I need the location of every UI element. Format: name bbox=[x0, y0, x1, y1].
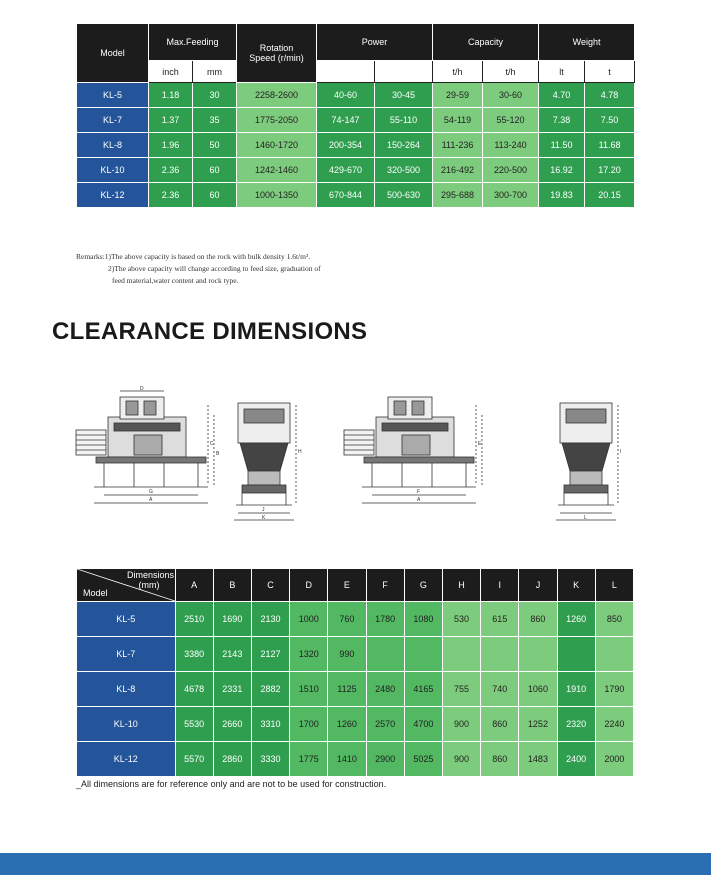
spec-model-cell: KL-10 bbox=[77, 158, 149, 183]
dim-cell-k: 1910 bbox=[557, 672, 595, 707]
subheader-power-2 bbox=[375, 61, 433, 83]
dim-cell-c: 2882 bbox=[251, 672, 289, 707]
dim-header-f: F bbox=[366, 569, 404, 602]
spec-cell-w2: 20.15 bbox=[585, 183, 635, 208]
dim-header-a: A bbox=[175, 569, 213, 602]
remarks-line-2: 2)The above capacity will change according to feed size, graduation of bbox=[108, 264, 321, 273]
header-model: Model bbox=[77, 24, 149, 83]
dim-cell-l: 850 bbox=[595, 602, 633, 637]
spec-row bbox=[77, 133, 635, 158]
dim-cell-l bbox=[595, 637, 633, 672]
dim-cell-k: 1260 bbox=[557, 602, 595, 637]
spec-cell-c2: 113-240 bbox=[483, 133, 539, 158]
spec-cell-speed: 2258-2600 bbox=[237, 83, 317, 108]
dim-cell-f: 2570 bbox=[366, 707, 404, 742]
spec-cell-p1: 74-147 bbox=[317, 108, 375, 133]
dim-cell-e: 1410 bbox=[328, 742, 366, 777]
dim-corner-model-label: Model bbox=[83, 588, 108, 598]
dim-model-cell: KL-12 bbox=[77, 742, 176, 777]
dim-cell-h: 755 bbox=[442, 672, 480, 707]
dim-cell-h: 900 bbox=[442, 742, 480, 777]
spec-cell-mm: 35 bbox=[193, 108, 237, 133]
spec-cell-c1: 216-492 bbox=[433, 158, 483, 183]
dim-cell-d: 1510 bbox=[290, 672, 328, 707]
dim-label-l: L bbox=[584, 515, 587, 521]
spec-table bbox=[76, 23, 635, 208]
dim-row bbox=[77, 637, 634, 672]
spec-cell-mm: 50 bbox=[193, 133, 237, 158]
dim-cell-j: 1060 bbox=[519, 672, 557, 707]
dim-cell-e: 1260 bbox=[328, 707, 366, 742]
dim-cell-a: 4678 bbox=[175, 672, 213, 707]
dim-cell-j bbox=[519, 637, 557, 672]
spec-cell-p1: 200-354 bbox=[317, 133, 375, 158]
spec-cell-w1: 19.83 bbox=[539, 183, 585, 208]
dim-cell-b: 2860 bbox=[213, 742, 251, 777]
remarks-line-3: feed material,water content and rock type. bbox=[112, 276, 239, 285]
dim-model-cell: KL-7 bbox=[77, 637, 176, 672]
spec-cell-inch: 1.37 bbox=[149, 108, 193, 133]
dim-header-k: K bbox=[557, 569, 595, 602]
spec-cell-p2: 500-630 bbox=[375, 183, 433, 208]
subheader-power-1 bbox=[317, 61, 375, 83]
dim-cell-h bbox=[442, 637, 480, 672]
dim-cell-d: 1700 bbox=[290, 707, 328, 742]
dim-cell-b: 1690 bbox=[213, 602, 251, 637]
dim-label-g: G bbox=[149, 489, 153, 495]
spec-cell-p1: 670-844 bbox=[317, 183, 375, 208]
spec-row bbox=[77, 158, 635, 183]
spec-cell-mm: 60 bbox=[193, 183, 237, 208]
bottom-bar bbox=[0, 853, 711, 875]
dim-cell-j: 860 bbox=[519, 602, 557, 637]
subheader-capacity-2: t/h bbox=[483, 61, 539, 83]
spec-cell-c2: 55-120 bbox=[483, 108, 539, 133]
spec-cell-p1: 429-670 bbox=[317, 158, 375, 183]
dim-label-h: H bbox=[298, 449, 302, 455]
spec-cell-w1: 7.38 bbox=[539, 108, 585, 133]
dim-cell-g: 4165 bbox=[404, 672, 442, 707]
dim-cell-c: 2130 bbox=[251, 602, 289, 637]
dim-cell-f: 2900 bbox=[366, 742, 404, 777]
dim-header-h: H bbox=[442, 569, 480, 602]
dim-corner-dimensions-label: Dimensions (mm) bbox=[127, 570, 175, 590]
header-rotation-speed: Rotation Speed (r/min) bbox=[237, 24, 317, 83]
dimensions-table bbox=[76, 568, 634, 777]
dim-cell-b: 2143 bbox=[213, 637, 251, 672]
dim-cell-i: 860 bbox=[481, 707, 519, 742]
spec-cell-speed: 1000-1350 bbox=[237, 183, 317, 208]
dim-header-l: L bbox=[595, 569, 633, 602]
dim-cell-a: 3380 bbox=[175, 637, 213, 672]
spec-cell-w1: 16.92 bbox=[539, 158, 585, 183]
subheader-mm: mm bbox=[193, 61, 237, 83]
dim-cell-a: 5530 bbox=[175, 707, 213, 742]
spec-cell-inch: 1.18 bbox=[149, 83, 193, 108]
dim-cell-d: 1000 bbox=[290, 602, 328, 637]
dim-row bbox=[77, 742, 634, 777]
dim-cell-i: 860 bbox=[481, 742, 519, 777]
subheader-inch: inch bbox=[149, 61, 193, 83]
dim-label-f: F bbox=[417, 489, 421, 495]
spec-cell-p2: 150-264 bbox=[375, 133, 433, 158]
subheader-capacity-1: t/h bbox=[433, 61, 483, 83]
spec-cell-w2: 4.78 bbox=[585, 83, 635, 108]
dim-header-e: E bbox=[328, 569, 366, 602]
dim-label-d: D bbox=[140, 386, 144, 392]
dim-row bbox=[77, 672, 634, 707]
spec-cell-w1: 4.70 bbox=[539, 83, 585, 108]
dim-cell-k: 2320 bbox=[557, 707, 595, 742]
dim-cell-f: 2480 bbox=[366, 672, 404, 707]
dim-cell-l: 2240 bbox=[595, 707, 633, 742]
dim-cell-f: 1780 bbox=[366, 602, 404, 637]
dim-cell-d: 1775 bbox=[290, 742, 328, 777]
spec-cell-c1: 295-688 bbox=[433, 183, 483, 208]
dim-label-i: I bbox=[620, 449, 622, 455]
spec-cell-p2: 30-45 bbox=[375, 83, 433, 108]
dim-header-i: I bbox=[481, 569, 519, 602]
spec-cell-w2: 11.68 bbox=[585, 133, 635, 158]
spec-cell-c1: 29-59 bbox=[433, 83, 483, 108]
remarks-line-1: Remarks:1)The above capacity is based on the rock with bulk density 1.6t/m³. bbox=[76, 252, 311, 261]
dim-cell-k bbox=[557, 637, 595, 672]
dim-cell-g: 4700 bbox=[404, 707, 442, 742]
dim-cell-a: 2510 bbox=[175, 602, 213, 637]
header-max-feeding: Max.Feeding bbox=[149, 24, 237, 61]
dim-model-cell: KL-5 bbox=[77, 602, 176, 637]
spec-model-cell: KL-12 bbox=[77, 183, 149, 208]
dim-label-c: C bbox=[210, 441, 214, 447]
dim-cell-g bbox=[404, 637, 442, 672]
spec-model-cell: KL-7 bbox=[77, 108, 149, 133]
spec-cell-inch: 2.36 bbox=[149, 183, 193, 208]
spec-cell-w1: 11.50 bbox=[539, 133, 585, 158]
spec-cell-c1: 111-236 bbox=[433, 133, 483, 158]
crusher-front-view-drawing-1 bbox=[230, 393, 308, 523]
spec-model-cell: KL-8 bbox=[77, 133, 149, 158]
dim-header-c: C bbox=[251, 569, 289, 602]
crusher-front-view-drawing-2 bbox=[552, 393, 630, 523]
spec-cell-mm: 60 bbox=[193, 158, 237, 183]
dim-label-e: E bbox=[478, 441, 482, 447]
section-title: CLEARANCE DIMENSIONS bbox=[52, 318, 368, 345]
dim-row bbox=[77, 707, 634, 742]
dim-header-d: D bbox=[290, 569, 328, 602]
dim-cell-j: 1252 bbox=[519, 707, 557, 742]
dim-label-b: B bbox=[216, 451, 220, 457]
spec-cell-w2: 7.50 bbox=[585, 108, 635, 133]
dim-label-j: J bbox=[262, 507, 265, 513]
spec-row bbox=[77, 83, 635, 108]
dim-cell-g: 1080 bbox=[404, 602, 442, 637]
dim-cell-e: 1125 bbox=[328, 672, 366, 707]
dim-header-b: B bbox=[213, 569, 251, 602]
dim-cell-i bbox=[481, 637, 519, 672]
spec-cell-speed: 1460-1720 bbox=[237, 133, 317, 158]
dim-cell-c: 2127 bbox=[251, 637, 289, 672]
spec-cell-c2: 30-60 bbox=[483, 83, 539, 108]
dim-cell-f bbox=[366, 637, 404, 672]
spec-cell-inch: 1.96 bbox=[149, 133, 193, 158]
spec-cell-mm: 30 bbox=[193, 83, 237, 108]
dim-label-a: A bbox=[149, 497, 153, 503]
header-power: Power bbox=[317, 24, 433, 61]
spec-cell-speed: 1242-1460 bbox=[237, 158, 317, 183]
dim-model-cell: KL-8 bbox=[77, 672, 176, 707]
spec-row bbox=[77, 108, 635, 133]
spec-cell-p2: 320-500 bbox=[375, 158, 433, 183]
dim-cell-b: 2331 bbox=[213, 672, 251, 707]
crusher-side-view-drawing-2 bbox=[342, 385, 492, 510]
dim-cell-a: 5570 bbox=[175, 742, 213, 777]
header-weight: Weight bbox=[539, 24, 635, 61]
dim-cell-k: 2400 bbox=[557, 742, 595, 777]
remarks bbox=[76, 251, 321, 287]
crusher-side-view-drawing-1 bbox=[74, 385, 224, 510]
dim-cell-e: 990 bbox=[328, 637, 366, 672]
dim-cell-i: 615 bbox=[481, 602, 519, 637]
spec-cell-p1: 40-60 bbox=[317, 83, 375, 108]
dim-header-j: J bbox=[519, 569, 557, 602]
spec-cell-speed: 1775-2050 bbox=[237, 108, 317, 133]
footnote: _All dimensions are for reference only and are not to be used for construction. bbox=[76, 779, 387, 789]
dim-cell-h: 530 bbox=[442, 602, 480, 637]
dim-cell-i: 740 bbox=[481, 672, 519, 707]
dim-cell-l: 2000 bbox=[595, 742, 633, 777]
spec-cell-inch: 2.36 bbox=[149, 158, 193, 183]
spec-cell-p2: 55-110 bbox=[375, 108, 433, 133]
dim-cell-h: 900 bbox=[442, 707, 480, 742]
dim-cell-j: 1483 bbox=[519, 742, 557, 777]
dim-model-cell: KL-10 bbox=[77, 707, 176, 742]
subheader-weight-lt: lt bbox=[539, 61, 585, 83]
spec-cell-c2: 220-500 bbox=[483, 158, 539, 183]
dim-cell-l: 1790 bbox=[595, 672, 633, 707]
dim-corner-header bbox=[77, 569, 176, 602]
dim-cell-b: 2660 bbox=[213, 707, 251, 742]
dim-header-g: G bbox=[404, 569, 442, 602]
dim-cell-g: 5025 bbox=[404, 742, 442, 777]
dim-cell-e: 760 bbox=[328, 602, 366, 637]
dim-cell-c: 3310 bbox=[251, 707, 289, 742]
spec-cell-w2: 17.20 bbox=[585, 158, 635, 183]
dim-cell-d: 1320 bbox=[290, 637, 328, 672]
dim-label-a-2: A bbox=[417, 497, 421, 503]
spec-cell-c2: 300-700 bbox=[483, 183, 539, 208]
spec-model-cell: KL-5 bbox=[77, 83, 149, 108]
header-capacity: Capacity bbox=[433, 24, 539, 61]
dim-row bbox=[77, 602, 634, 637]
subheader-weight-t: t bbox=[585, 61, 635, 83]
dim-label-k: K bbox=[262, 515, 266, 521]
spec-row bbox=[77, 183, 635, 208]
spec-cell-c1: 54-119 bbox=[433, 108, 483, 133]
dim-cell-c: 3330 bbox=[251, 742, 289, 777]
